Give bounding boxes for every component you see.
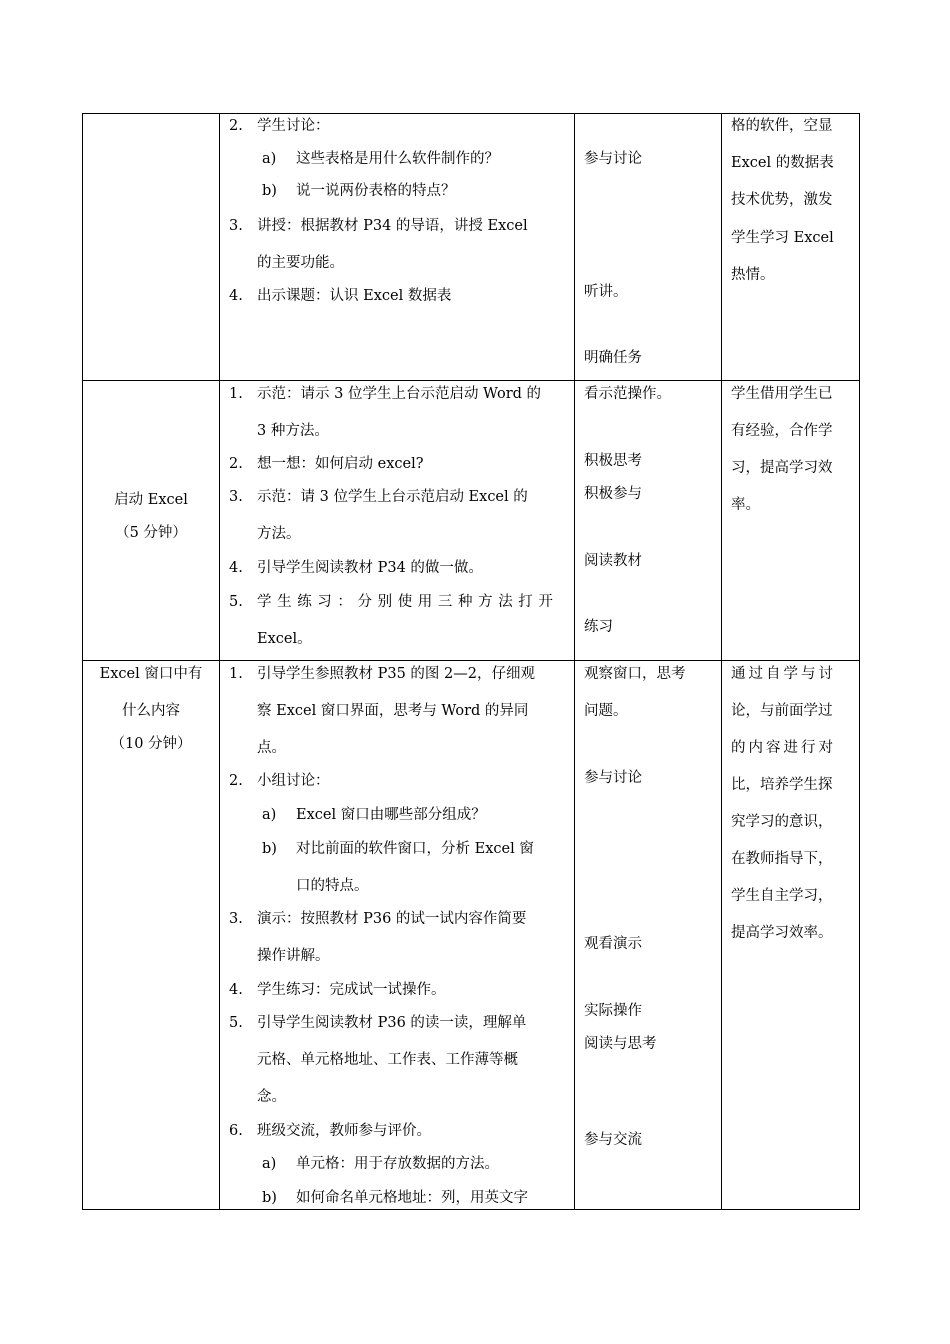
sub-item-letter: b) xyxy=(262,841,277,857)
teacher-line: 演示：按照教材 P36 的试一试内容作简要 xyxy=(257,911,527,927)
student-activity: 问题。 xyxy=(584,703,628,719)
intent-line: 通过自学与讨 xyxy=(731,666,836,682)
student-activity: 积极参与 xyxy=(584,486,642,502)
item-number: 4. xyxy=(229,288,243,304)
intent-line: 习，提高学习效 xyxy=(731,460,833,476)
student-activity: 练习 xyxy=(584,619,613,635)
teacher-line: 示范：请 3 位学生上台示范启动 Excel 的 xyxy=(257,489,528,505)
item-number: 5. xyxy=(229,1015,243,1031)
intent-line: 学生自主学习， xyxy=(731,888,833,904)
stage-title: 启动 Excel xyxy=(114,492,188,508)
teacher-line: 3 种方法。 xyxy=(257,423,329,439)
intent-line: Excel 的数据表 xyxy=(731,155,834,171)
sub-item-letter: b) xyxy=(262,1190,277,1206)
item-number: 2. xyxy=(229,456,243,472)
stage-title: Excel 窗口中有 xyxy=(99,666,203,682)
column-line-3 xyxy=(721,113,722,1210)
column-line-right xyxy=(859,113,860,1210)
teacher-line: 方法。 xyxy=(257,526,301,542)
intent-line: 的内容进行对 xyxy=(731,740,836,756)
teacher-line: 点。 xyxy=(257,740,286,756)
teacher-line: 说一说两份表格的特点？ xyxy=(296,183,456,199)
intent-line: 比，培养学生探 xyxy=(731,777,833,793)
table-border-top xyxy=(82,113,860,114)
student-activity: 看示范操作。 xyxy=(584,386,671,402)
teacher-line: 的主要功能。 xyxy=(257,255,344,271)
student-activity: 听讲。 xyxy=(584,284,628,300)
intent-line: 有经验，合作学 xyxy=(731,423,833,439)
table-border-bottom xyxy=(82,1209,860,1210)
teacher-line: 出示课题：认识 Excel 数据表 xyxy=(257,288,452,304)
row-divider-2 xyxy=(82,660,860,661)
student-activity: 参与讨论 xyxy=(584,151,642,167)
column-line-left xyxy=(82,113,83,1210)
item-number: 3. xyxy=(229,489,243,505)
stage-duration: （10 分钟） xyxy=(110,736,192,752)
teacher-line: 引导学生参照教材 P35 的图 2—2，仔细观 xyxy=(257,666,535,682)
column-line-1 xyxy=(219,113,220,1210)
column-line-2 xyxy=(574,113,575,1210)
teacher-line: 学生讨论： xyxy=(257,118,330,134)
student-activity: 积极思考 xyxy=(584,453,642,469)
teacher-line: 这些表格是用什么软件制作的？ xyxy=(296,151,499,167)
intent-line: 率。 xyxy=(731,497,760,513)
stage-title-line-2: 什么内容 xyxy=(122,703,180,719)
teacher-line: 对比前面的软件窗口，分析 Excel 窗 xyxy=(296,841,534,857)
student-activity: 参与交流 xyxy=(584,1132,642,1148)
sub-item-letter: b) xyxy=(262,183,277,199)
item-number: 6. xyxy=(229,1123,243,1139)
student-activity: 明确任务 xyxy=(584,350,642,366)
teacher-line: 学生练习：分别使用三种方法打开 xyxy=(257,594,559,610)
teacher-line: 小组讨论： xyxy=(257,773,330,789)
teacher-line: 想一想：如何启动 excel? xyxy=(257,456,424,472)
student-activity: 阅读与思考 xyxy=(584,1036,657,1052)
student-activity: 阅读教材 xyxy=(584,553,642,569)
intent-line: 技术优势，激发 xyxy=(731,192,833,208)
student-activity: 参与讨论 xyxy=(584,770,642,786)
sub-item-letter: a) xyxy=(262,807,277,823)
teacher-line: 学生练习：完成试一试操作。 xyxy=(257,982,446,998)
teacher-line: 念。 xyxy=(257,1089,286,1105)
item-number: 4. xyxy=(229,982,243,998)
item-number: 5. xyxy=(229,594,243,610)
item-number: 1. xyxy=(229,386,243,402)
sub-item-letter: a) xyxy=(262,1156,277,1172)
item-number: 1. xyxy=(229,666,243,682)
teacher-line: 如何命名单元格地址：列，用英文字 xyxy=(296,1190,528,1206)
intent-line: 究学习的意识， xyxy=(731,814,833,830)
teacher-line: 单元格：用于存放数据的方法。 xyxy=(296,1156,499,1172)
stage-duration: （5 分钟） xyxy=(115,525,187,541)
teacher-line: 示范：请示 3 位学生上台示范启动 Word 的 xyxy=(257,386,542,402)
teacher-line: 操作讲解。 xyxy=(257,948,330,964)
intent-line: 热情。 xyxy=(731,267,775,283)
teacher-line: 元格、单元格地址、工作表、工作薄等概 xyxy=(257,1052,518,1068)
teacher-line: 察 Excel 窗口界面，思考与 Word 的异同 xyxy=(257,703,529,719)
teacher-line: 讲授：根据教材 P34 的导语，讲授 Excel xyxy=(257,218,528,234)
student-activity: 观看演示 xyxy=(584,936,642,952)
student-activity: 观察窗口，思考 xyxy=(584,666,686,682)
intent-line: 论，与前面学过 xyxy=(731,703,833,719)
row-divider-1 xyxy=(82,380,860,381)
teacher-line: Excel。 xyxy=(257,631,312,647)
teacher-line: 引导学生阅读教材 P34 的做一做。 xyxy=(257,560,483,576)
intent-line: 学生借用学生已 xyxy=(731,386,833,402)
sub-item-letter: a) xyxy=(262,151,277,167)
intent-line: 提高学习效率。 xyxy=(731,925,833,941)
intent-line: 格的软件，空显 xyxy=(731,118,833,134)
teacher-line: Excel 窗口由哪些部分组成？ xyxy=(296,807,486,823)
item-number: 3. xyxy=(229,218,243,234)
item-number: 2. xyxy=(229,773,243,789)
intent-line: 学生学习 Excel xyxy=(731,230,834,246)
student-activity: 实际操作 xyxy=(584,1003,642,1019)
item-number: 3. xyxy=(229,911,243,927)
teacher-line: 引导学生阅读教材 P36 的读一读，理解单 xyxy=(257,1015,527,1031)
teacher-line: 口的特点。 xyxy=(296,878,369,894)
item-number: 2. xyxy=(229,118,243,134)
item-number: 4. xyxy=(229,560,243,576)
intent-line: 在教师指导下， xyxy=(731,851,833,867)
teacher-line: 班级交流，教师参与评价。 xyxy=(257,1123,431,1139)
